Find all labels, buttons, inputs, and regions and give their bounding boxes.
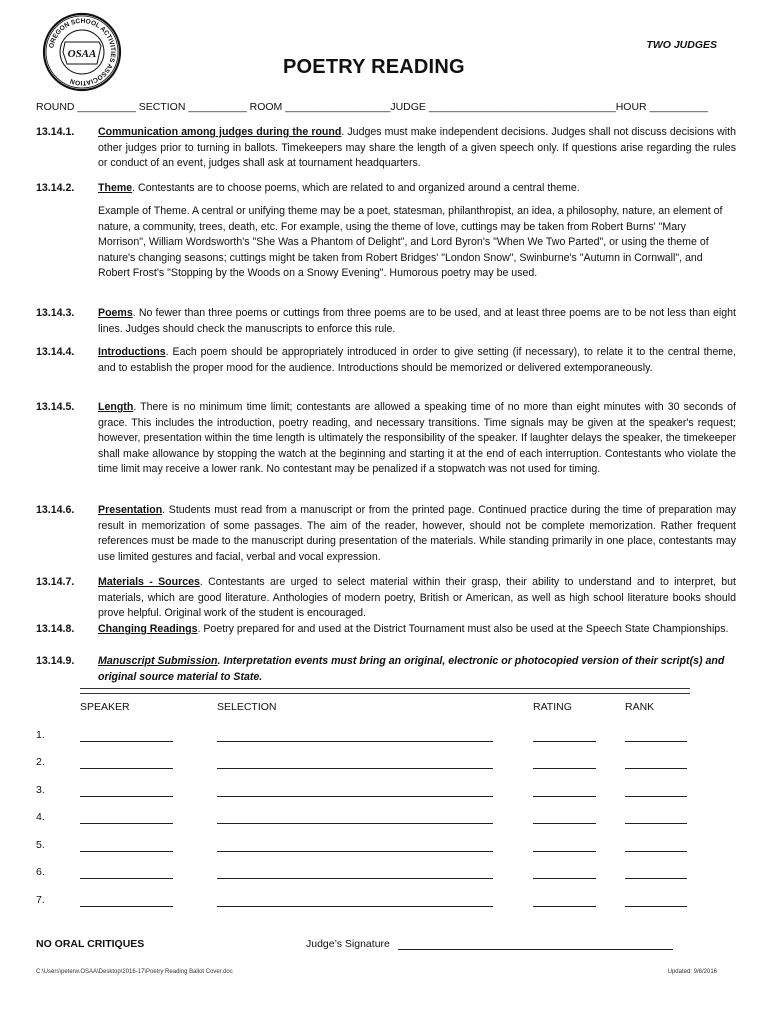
row-number: 6. <box>36 866 45 878</box>
rule-term: Theme <box>98 182 133 194</box>
rule-term: Presentation <box>98 504 163 516</box>
row-number: 7. <box>36 894 45 906</box>
rating-blank[interactable] <box>533 823 596 824</box>
seal-ring-text: OREGON SCHOOL ACTIVITIES ASSOCIATION <box>48 17 117 87</box>
rule-number: 13.14.8. <box>36 623 75 635</box>
no-oral-critiques: NO ORAL CRITIQUES <box>36 938 145 950</box>
ballot-row <box>0 729 770 749</box>
rating-blank[interactable] <box>533 851 596 852</box>
rating-blank[interactable] <box>533 878 596 879</box>
rule-text: . Judges must make independent decisions. Judges shall not discuss decisions with other judges prior to turning in ballots. Timekeepers may share the length of a given speech only. If questions arise regarding the rules or conduct of an event, judges shall ask at tournament headquarters. <box>98 126 736 170</box>
osaa-seal-logo <box>27 12 137 92</box>
rank-blank[interactable] <box>625 823 687 824</box>
rating-blank[interactable] <box>533 796 596 797</box>
row-number: 2. <box>36 756 45 768</box>
rule-number: 13.14.2. <box>36 182 75 194</box>
page-title: POETRY READING <box>283 56 465 78</box>
row-number: 1. <box>36 729 45 741</box>
selection-blank[interactable] <box>217 768 493 769</box>
rule-term: Communication among judges during the round <box>98 126 342 138</box>
rule-text: . Contestants are urged to select material within their grasp, their ability to understand and to interpret, but materials, which are good literature. Anthologies of modern poetry, British or American, as well as high school literature books should prove helpful. Original work of the student is encouraged. <box>98 576 736 620</box>
rule-number: 13.14.6. <box>36 504 75 516</box>
rule-term: Poems <box>98 307 133 319</box>
seal-mark: OSAA <box>67 48 97 60</box>
selection-blank[interactable] <box>217 796 493 797</box>
rule-text: . Interpretation events must bring an original, electronic or photocopied version of their script(s) and original source material to State. <box>98 655 725 683</box>
column-speaker: SPEAKER <box>80 701 130 713</box>
rank-blank[interactable] <box>625 906 687 907</box>
rank-blank[interactable] <box>625 768 687 769</box>
ballot-row <box>0 866 770 886</box>
speaker-blank[interactable] <box>80 796 173 797</box>
selection-blank[interactable] <box>217 823 493 824</box>
rating-blank[interactable] <box>533 906 596 907</box>
selection-blank[interactable] <box>217 851 493 852</box>
two-judges-label: TWO JUDGES <box>646 39 717 51</box>
rule-text: . Each poem should be appropriately introduced in order to give setting (if necessary), to relate it to the central theme, and to establish the proper mood for the audience. Introductions should be memorized or delivered extemporaneously. <box>98 346 736 374</box>
speaker-blank[interactable] <box>80 906 173 907</box>
rule-term: Introductions <box>98 346 166 358</box>
rule-text: . Contestants are to choose poems, which are related to and organized around a central theme. <box>132 182 580 194</box>
rank-blank[interactable] <box>625 741 687 742</box>
rule-number: 13.14.9. <box>36 655 75 667</box>
column-selection: SELECTION <box>217 701 277 713</box>
ballot-row <box>0 811 770 831</box>
rule-number: 13.14.7. <box>36 576 75 588</box>
rule-text: . Poetry prepared for and used at the District Tournament must also be used at the Speech State Championships. <box>197 623 729 635</box>
rule-term: Length <box>98 401 134 413</box>
row-number: 5. <box>36 839 45 851</box>
column-rank: RANK <box>625 701 655 713</box>
speaker-blank[interactable] <box>80 823 173 824</box>
ballot-row <box>0 784 770 804</box>
file-path: C:\Users\peterw.OSAA\Desktop\2016-17\Poetry Reading Ballot Cover.doc <box>36 969 233 975</box>
rule-term: Materials - Sources <box>98 576 200 588</box>
rule-text: . No fewer than three poems or cuttings from three poems are to be used, and at least three poems are to be not less than eight lines. Judges should check the manuscripts to enforce this rule. <box>98 307 736 335</box>
selection-blank[interactable] <box>217 906 493 907</box>
ballot-fields-line: ROUND __________ SECTION __________ ROOM __________________JUDGE ________________________________HOUR __________ <box>36 101 708 113</box>
row-number: 3. <box>36 784 45 796</box>
rule-number: 13.14.1. <box>36 126 75 138</box>
rule-text: . There is no minimum time limit; contestants are allowed a speaking time of no more than eight minutes with 30 seconds of grace. This includes the introduction, poetry reading, and necessary transitions. Time signals may be given at the speaker's request; however, presentation within the time length is ultimately the responsibility of the speaker. If laughter delays the speaker, the timekeeper shall make allowance by stopping the watch at the beginning and starting it at the end of each interruption. Contestants who violate the time limit may receive a lower rank. No contestant may be penalized if a stopwatch was not used for timing. <box>98 401 736 476</box>
speaker-blank[interactable] <box>80 851 173 852</box>
rank-blank[interactable] <box>625 851 687 852</box>
rule-term: Changing Readings <box>98 623 198 635</box>
updated-date: Updated: 9/6/2016 <box>667 969 717 975</box>
signature-line[interactable] <box>398 949 673 950</box>
rank-blank[interactable] <box>625 796 687 797</box>
ballot-row <box>0 756 770 776</box>
selection-blank[interactable] <box>217 741 493 742</box>
double-divider <box>80 688 690 694</box>
speaker-blank[interactable] <box>80 878 173 879</box>
rule-text: . Students must read from a manuscript or from the printed page. Continued practice during the time of preparation may result in memorization of some passages. The aim of the reader, however, should not be complete memorization. Rather frequent references must be made to the manuscript during presentation of the materials. While standing primarily in one place, contestants may use limited gestures and facial, verbal and vocal expression. <box>98 504 736 563</box>
rating-blank[interactable] <box>533 741 596 742</box>
row-number: 4. <box>36 811 45 823</box>
speaker-blank[interactable] <box>80 768 173 769</box>
rating-blank[interactable] <box>533 768 596 769</box>
rule-term: Manuscript Submission <box>98 655 218 667</box>
ballot-row <box>0 894 770 914</box>
selection-blank[interactable] <box>217 878 493 879</box>
rule-number: 13.14.3. <box>36 307 75 319</box>
rule-number: 13.14.4. <box>36 346 75 358</box>
ballot-row <box>0 839 770 859</box>
rank-blank[interactable] <box>625 878 687 879</box>
column-rating: RATING <box>533 701 572 713</box>
example-text: Example of Theme. A central or unifying theme may be a poet, statesman, philanthropist, an idea, a philosophy, nature, an element of nature, a community, trees, death, etc. For example, using the theme of love, cuttings may be taken from Robert Burns' "Mary Morrison", William Wordsworth's "She Was a Phantom of Delight", and Lord Byron's "When We Two Parted", or using the theme of nature's changing seasons; cuttings might be taken from Robert Bridges' "London Snow", Swinburne's "Autumn in Cornwall", and Robert Frost's "Stopping by the Woods on a Snowy Evening". Humorous poetry may be used. <box>98 205 723 280</box>
signature-label: Judge’s Signature <box>306 938 390 950</box>
rule-number: 13.14.5. <box>36 401 75 413</box>
speaker-blank[interactable] <box>80 741 173 742</box>
